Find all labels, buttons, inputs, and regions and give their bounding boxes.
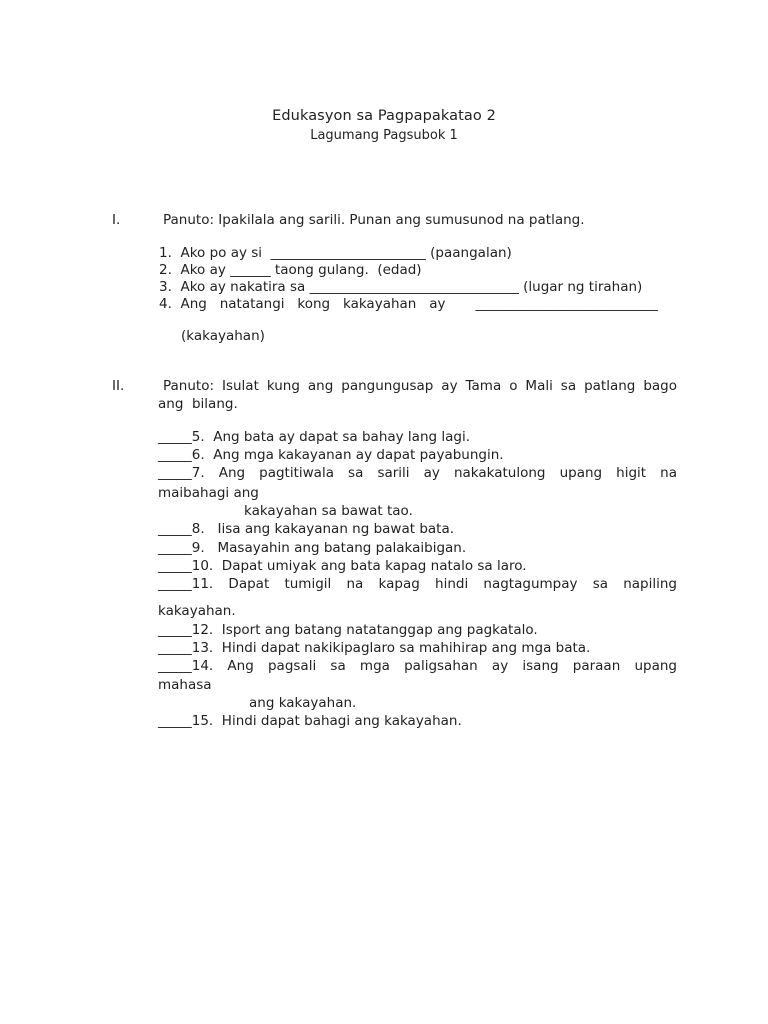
part2-item-10: _____10. Dapat umiyak ang bata kapag natalo sa laro. bbox=[158, 558, 527, 574]
part1-instruction: Panuto: Ipakilala ang sarili. Punan ang sumusunod na patlang. bbox=[163, 212, 585, 228]
part2-item-7: _____7. Ang pagtitiwala sa sarili ay nakakatulong upang higit na bbox=[158, 465, 677, 481]
part2-item-14-cont1: mahasa bbox=[158, 677, 212, 693]
part2-item-11: _____11. Dapat tumigil na kapag hindi nagtagumpay sa napiling bbox=[158, 576, 677, 592]
part2-numeral: II. bbox=[112, 378, 125, 394]
part2-item-6: _____6. Ang mga kakayanan ay dapat payabungin. bbox=[158, 447, 504, 463]
part2-item-7-cont1: maibahagi ang bbox=[158, 485, 259, 501]
part1-item-4-continuation: (kakayahan) bbox=[181, 328, 265, 344]
part2-item-13: _____13. Hindi dapat nakikipaglaro sa mahihirap ang mga bata. bbox=[158, 640, 591, 656]
part2-item-11-cont: kakayahan. bbox=[158, 603, 236, 619]
part2-item-15: _____15. Hindi dapat bahagi ang kakayahan. bbox=[158, 713, 462, 729]
part2-item-5: _____5. Ang bata ay dapat sa bahay lang lagi. bbox=[158, 429, 471, 445]
part2-instruction-line2: ang bilang. bbox=[158, 396, 238, 412]
part2-item-14: _____14. Ang pagsali sa mga paligsahan ay isang paraan upang bbox=[158, 658, 677, 674]
part1-item-1: 1. Ako po ay si _______________________ (paangalan) bbox=[159, 245, 512, 261]
part1-numeral: I. bbox=[112, 212, 121, 228]
part2-item-12: _____12. Isport ang batang natatanggap ang pagkatalo. bbox=[158, 622, 538, 638]
part1-item-2: 2. Ako ay ______ taong gulang. (edad) bbox=[159, 262, 422, 278]
part1-item-3: 3. Ako ay nakatira sa _______________________________ (lugar ng tirahan) bbox=[159, 279, 643, 295]
part2-item-7-cont2: kakayahan sa bawat tao. bbox=[244, 503, 413, 519]
part2-item-8: _____8. Iisa ang kakayanan ng bawat bata. bbox=[158, 521, 455, 537]
part2-item-14-cont2: ang kakayahan. bbox=[249, 695, 357, 711]
part2-instruction-line1: Panuto: Isulat kung ang pangungusap ay Tama o Mali sa patlang bago bbox=[163, 378, 677, 394]
document-subtitle: Lagumang Pagsubok 1 bbox=[310, 128, 458, 143]
document-title: Edukasyon sa Pagpapakatao 2 bbox=[272, 108, 496, 124]
part1-item-4: 4. Ang natatangi kong kakayahan ay ___________________________ bbox=[159, 296, 658, 312]
part2-item-9: _____9. Masayahin ang batang palakaibigan. bbox=[158, 540, 467, 556]
